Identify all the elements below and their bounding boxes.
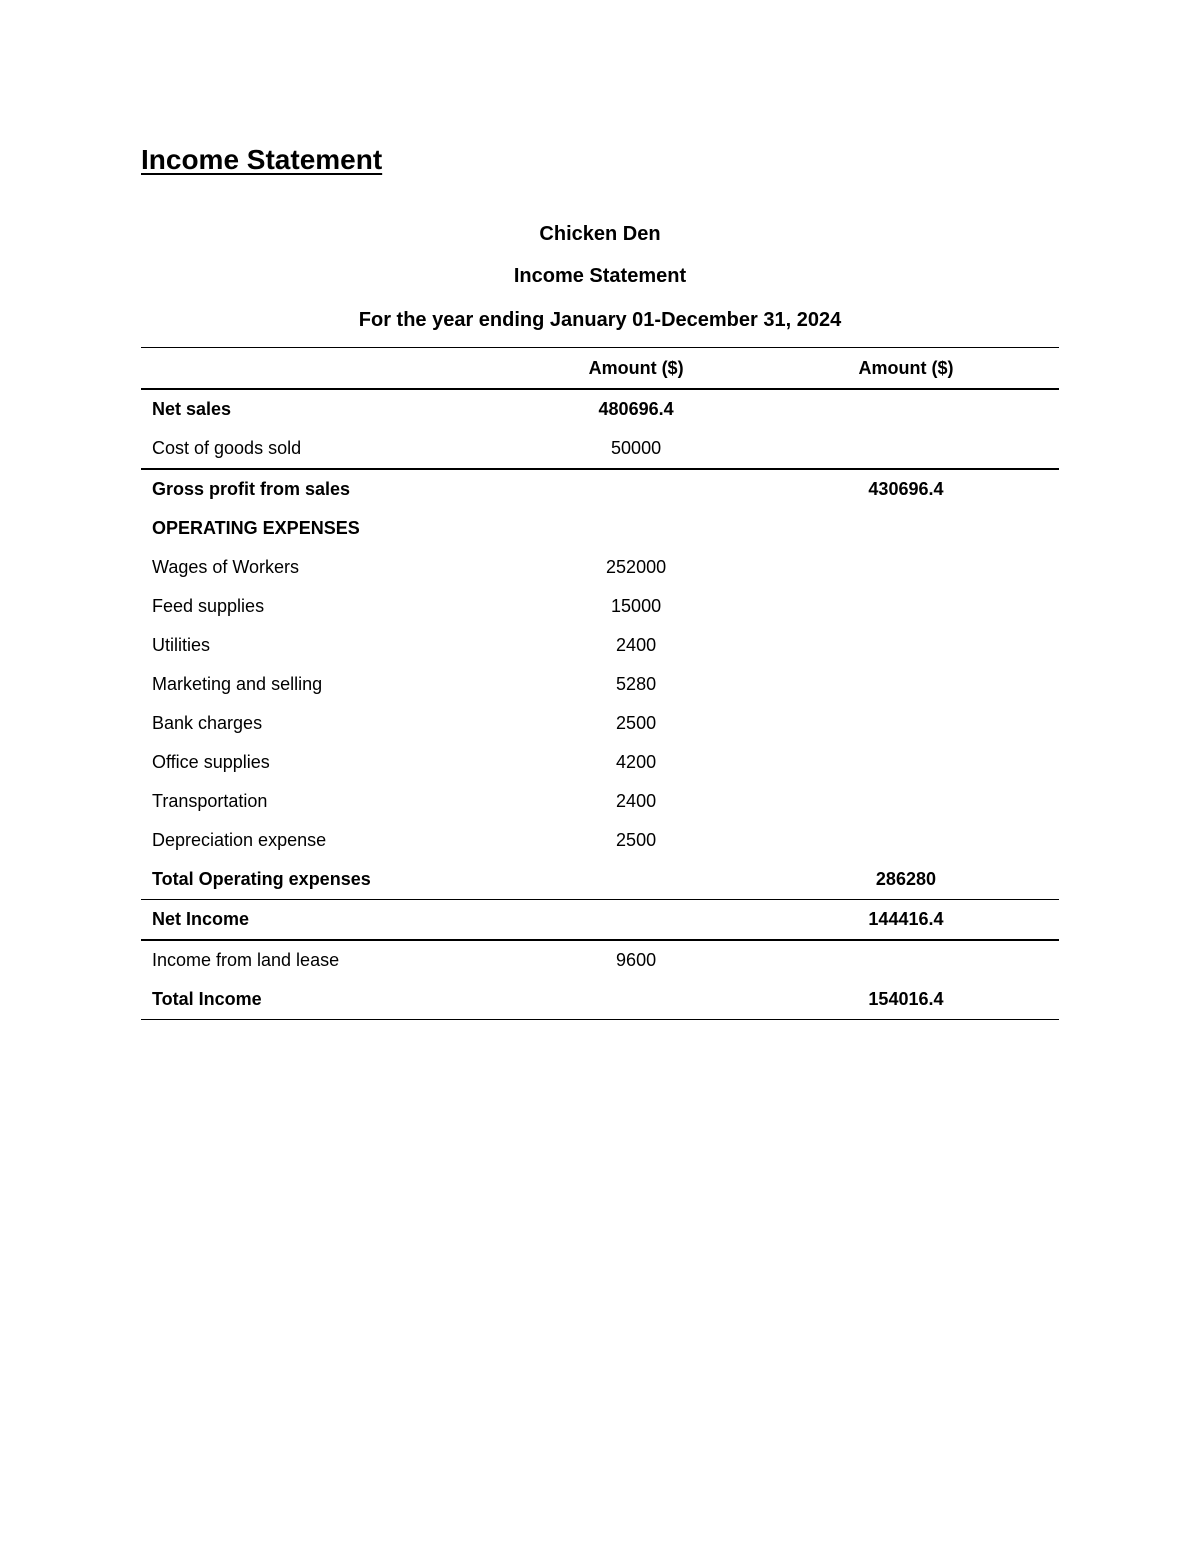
row-marketing xyxy=(141,665,1059,704)
row-amount-1: 5280 xyxy=(616,674,657,694)
row-label: Cost of goods sold xyxy=(152,438,302,458)
row-amount-1: 4200 xyxy=(616,752,657,772)
row-amount-1: 2500 xyxy=(616,713,657,733)
row-amount-2: 286280 xyxy=(875,869,936,889)
row-bank-charges xyxy=(141,704,1059,743)
statement-name: Income Statement xyxy=(513,265,687,287)
row-amount-1 xyxy=(489,509,753,548)
row-amount-2 xyxy=(753,665,1059,704)
row-amount-1: 252000 xyxy=(606,557,667,577)
row-transportation xyxy=(141,782,1059,821)
row-office-supplies xyxy=(141,743,1059,782)
column-header-amount-2: Amount ($) xyxy=(753,348,1059,390)
row-feed-supplies xyxy=(141,587,1059,626)
row-amount-1: 2500 xyxy=(616,830,657,850)
row-amount-2 xyxy=(753,782,1059,821)
row-amount-1: 480696.4 xyxy=(598,399,674,419)
row-label: Net sales xyxy=(152,399,232,419)
row-total-income xyxy=(141,980,1059,1020)
row-label: Office supplies xyxy=(152,752,270,772)
row-label: Wages of Workers xyxy=(152,557,300,577)
row-amount-1 xyxy=(489,860,753,900)
row-amount-1 xyxy=(489,980,753,1020)
row-cost-of-goods-sold xyxy=(141,429,1059,469)
row-amount-2 xyxy=(753,389,1059,429)
row-wages xyxy=(141,548,1059,587)
row-label: Utilities xyxy=(152,635,211,655)
row-label: Feed supplies xyxy=(152,596,265,616)
income-statement-table xyxy=(141,347,1059,1020)
row-label: OPERATING EXPENSES xyxy=(152,518,360,538)
document-heading: Income Statement xyxy=(141,144,383,175)
company-name: Chicken Den xyxy=(539,223,661,245)
row-label: Bank charges xyxy=(152,713,263,733)
row-amount-2 xyxy=(753,429,1059,469)
row-operating-expenses-heading xyxy=(141,509,1059,548)
row-label: Gross profit from sales xyxy=(141,469,489,509)
statement-period: For the year ending January 01-December 31, 2024 xyxy=(358,309,842,331)
row-amount-1: 2400 xyxy=(616,791,657,811)
row-label: Total Income xyxy=(141,980,489,1020)
row-amount-2: 430696.4 xyxy=(753,469,1059,509)
row-amount-1 xyxy=(489,900,753,941)
row-amount-2 xyxy=(753,548,1059,587)
row-amount-2 xyxy=(753,587,1059,626)
row-gross-profit xyxy=(141,469,1059,509)
row-amount-1: 9600 xyxy=(489,940,753,980)
row-amount-2 xyxy=(753,704,1059,743)
row-amount-2 xyxy=(753,743,1059,782)
row-amount-2 xyxy=(753,940,1059,980)
row-label: Net Income xyxy=(141,900,489,941)
row-utilities xyxy=(141,626,1059,665)
row-depreciation xyxy=(141,821,1059,860)
row-amount-2: 154016.4 xyxy=(753,980,1059,1020)
table-header-row xyxy=(141,348,1059,390)
row-amount-1: 2400 xyxy=(616,635,657,655)
row-label: Marketing and selling xyxy=(152,674,323,694)
row-amount-2 xyxy=(753,509,1059,548)
row-net-sales xyxy=(141,389,1059,429)
row-amount-1: 15000 xyxy=(611,596,662,616)
row-label: Income from land lease xyxy=(141,940,489,980)
column-header-label xyxy=(141,348,489,390)
row-label: Transportation xyxy=(152,791,268,811)
row-amount-2 xyxy=(753,626,1059,665)
row-amount-2: 144416.4 xyxy=(753,900,1059,941)
column-header-amount-1: Amount ($) xyxy=(489,348,753,390)
row-label: Depreciation expense xyxy=(152,830,327,850)
row-amount-2 xyxy=(753,821,1059,860)
row-total-operating-expenses xyxy=(141,860,1059,900)
row-land-lease-income xyxy=(141,940,1059,980)
row-net-income xyxy=(141,900,1059,941)
row-amount-1: 50000 xyxy=(611,438,662,458)
row-amount-1 xyxy=(489,469,753,509)
row-label: Total Operating expenses xyxy=(152,869,371,889)
